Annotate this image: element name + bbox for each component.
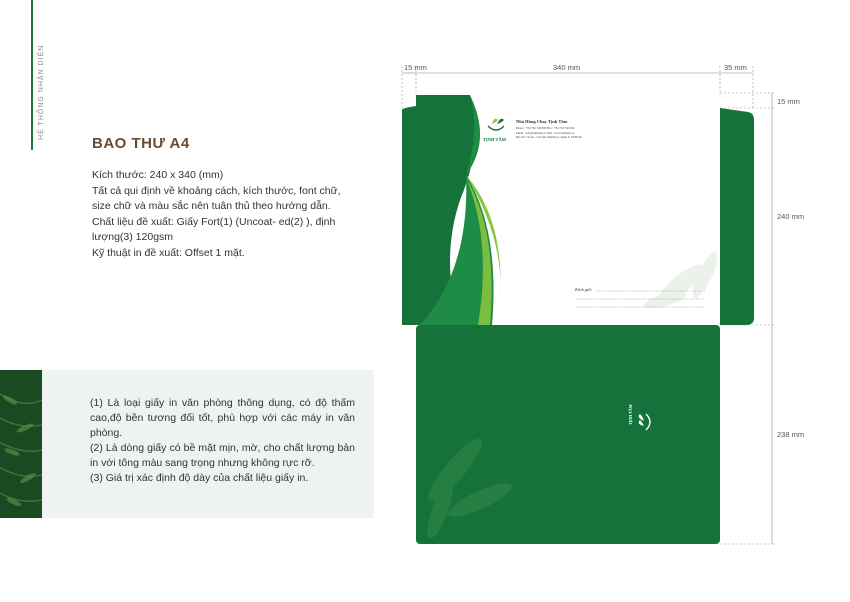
contact-phone: Phone : +84 762 746 999 Hot : +84 762 746 999 [516,126,575,130]
side-label: HỆ THỐNG NHẬN DIỆN [38,44,45,140]
contact-email: Email : info@tinhtam.vn Web : www.tinhtam.vn [516,130,575,135]
company-name: Nhà Hàng Chay Tịnh Tâm [516,119,568,124]
back-brand-name: TỊNH TÂM [628,404,633,425]
dim-width: 340 mm [553,63,581,72]
spec-material: Chất liệu đề xuất: Giấy Fort(1) (Uncoat- ed(2) ), định lượng(3) 120gsm [92,215,336,243]
page-title: BAO THƯ A4 [92,135,190,152]
dim-back-height: 238 mm [777,430,805,439]
contact-address: Địa chỉ : Số nn - Lê Lâm, Phường 4, Quận 6, TP.HCM [516,135,582,139]
dim-right-flap: 35 mm [724,63,747,72]
note-3: (3) Giá trị xác định độ dày của chất liệu giấy in. [90,472,309,484]
spec-size: Kích thước: 240 x 340 (mm) [92,169,224,181]
contact-info [516,126,582,140]
brand-name: TỊNH TÂM [483,137,507,142]
note-2: (2) Là dòng giấy có bề mặt mịn, mờ, cho chất lượng bản in với tông màu sang trọng nhưng không rực rỡ. [90,442,355,469]
dim-front-height: 240 mm [777,212,805,221]
dim-left-flap: 15 mm [404,63,427,72]
recipient-label: Kính gửi: [575,287,593,292]
note-1: (1) Là loại giấy in văn phòng thông dụng, có độ thấm cao,độ bền tương đối tốt, phù hợp với các máy in văn phòng. [90,397,355,439]
spec-guideline: Tất cả qui định về khoảng cách, kích thước, font chữ, size chữ và màu sắc nên tuân thủ theo hướng dẫn. [92,184,341,212]
spec-print: Kỹ thuật in đề xuất: Offset 1 mặt. [92,246,245,259]
dim-top-flap: 15 mm [777,97,800,106]
